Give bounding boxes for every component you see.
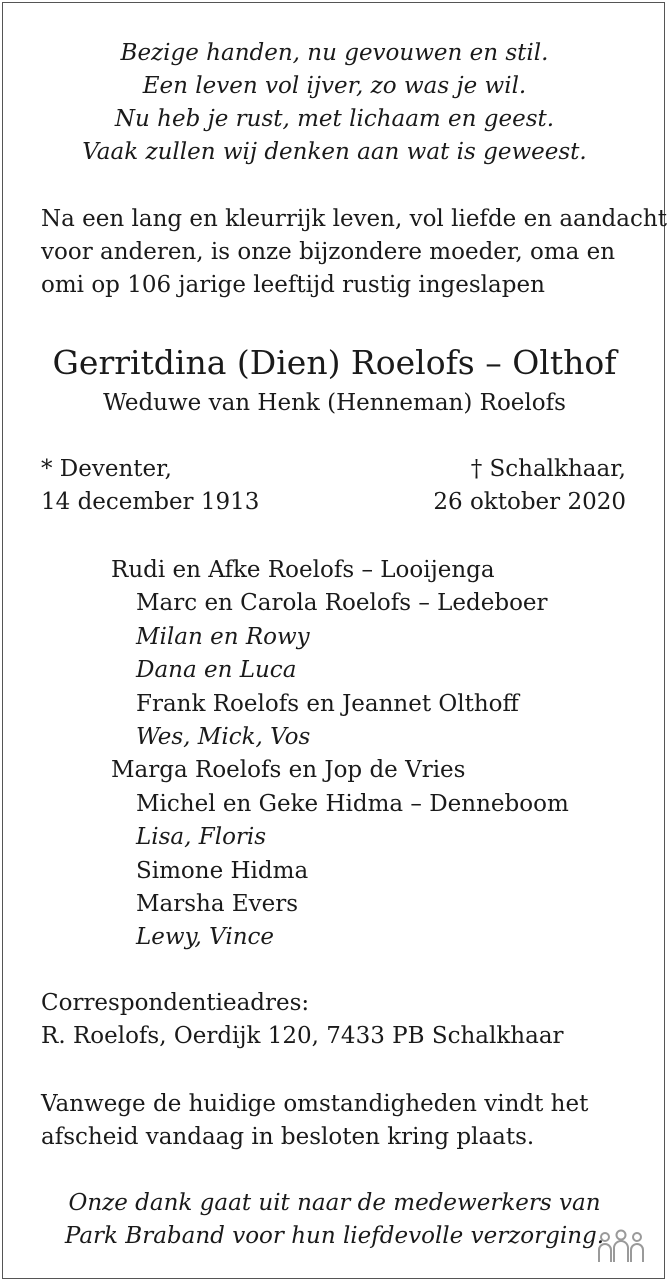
family-member: Wes, Mick, Vos — [136, 724, 311, 750]
poem-line-3: Nu heb je rust, met lichaam en geest. — [114, 106, 555, 132]
correspondence-label: Correspondentieadres: — [41, 990, 310, 1016]
family-member: Lewy, Vince — [136, 924, 274, 951]
poem-line-1: Bezige handen, nu gevouwen en stil. — [120, 40, 549, 66]
family-member: Lisa, Floris — [136, 824, 267, 851]
family-member: Rudi en Afke Roelofs – Looijenga — [111, 557, 495, 583]
thanks-line-1: Onze dank gaat uit naar de medewerkers van — [68, 1190, 601, 1216]
death-place: † Schalkhaar, — [470, 456, 626, 482]
birth-date: 14 december 1913 — [41, 489, 260, 515]
family-member: Milan en Rowy — [136, 623, 310, 650]
intro-line-3: omi op 106 jarige leeftijd rustig ingeslapen — [41, 272, 545, 298]
family-member: Frank Roelofs en Jeannet Olthoff — [136, 690, 519, 717]
death-date: 26 oktober 2020 — [433, 489, 626, 515]
people-group-icon — [596, 1228, 646, 1264]
family-member: Dana en Luca — [136, 657, 297, 684]
notice-line-2: afscheid vandaag in besloten kring plaats. — [41, 1124, 535, 1150]
thanks-line-2: Park Braband voor hun liefdevolle verzorging. — [64, 1223, 605, 1249]
family-member: Marc en Carola Roelofs – Ledeboer — [136, 590, 548, 617]
family-member: Marga Roelofs en Jop de Vries — [111, 757, 466, 784]
intro-line-2: voor anderen, is onze bijzondere moeder, oma en — [41, 239, 616, 265]
notice-line-1: Vanwege de huidige omstandigheden vindt het — [41, 1091, 589, 1117]
intro-line-1: Na een lang en kleurrijk leven, vol liefde en aandacht — [41, 206, 667, 232]
correspondence-address: R. Roelofs, Oerdijk 120, 7433 PB Schalkhaar — [41, 1023, 564, 1049]
deceased-name: Gerritdina (Dien) Roelofs – Olthof — [52, 343, 617, 382]
poem-line-4: Vaak zullen wij denken aan wat is geweest. — [82, 139, 587, 165]
family-member: Marsha Evers — [136, 891, 299, 917]
family-member: Michel en Geke Hidma – Denneboom — [136, 790, 569, 817]
widow-of: Weduwe van Henk (Henneman) Roelofs — [103, 390, 566, 416]
poem-line-2: Een leven vol ijver, zo was je wil. — [142, 73, 527, 99]
obituary-card — [2, 2, 665, 1279]
birth-place: * Deventer, — [41, 456, 172, 482]
family-member: Simone Hidma — [136, 857, 309, 884]
